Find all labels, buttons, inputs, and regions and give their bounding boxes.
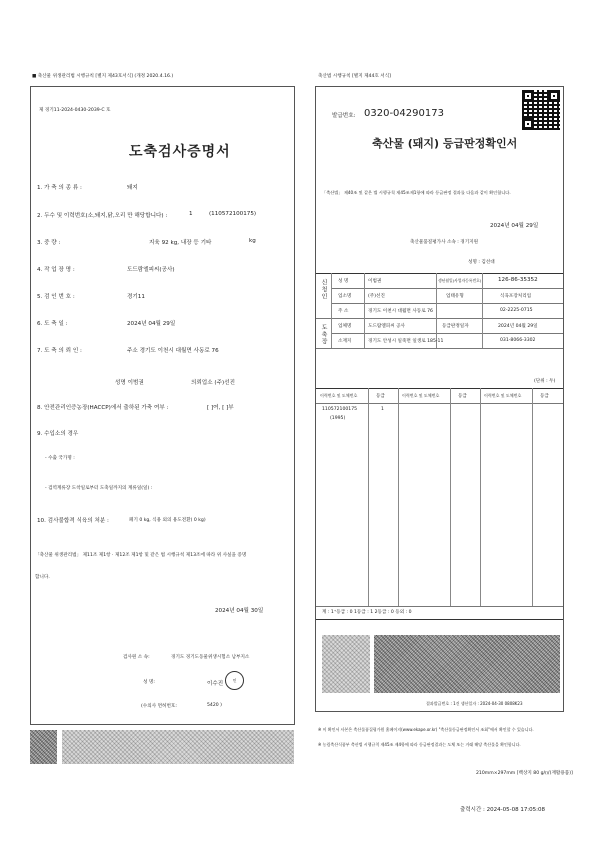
row-1-value: 이범권 [368,279,382,284]
col-header-trace-1: 이력번호 및 도체번호 [320,393,358,398]
redacted-area-left [62,730,294,764]
item-7-label: 7. 도 축 의 뢰 인 : [37,348,82,354]
row-2-value-2: 식육포장처리업 [500,294,532,299]
item-3-unit: kg [249,238,256,244]
section-slaughterhouse: 도축장 [320,324,327,345]
row-3-key: 주 소 [338,309,349,314]
row-1-value-2: 126-86-35352 [498,277,538,283]
item-9-quarantine: - 검역계류장 도착일로부터 도축일까지의 계류일(일) : [45,486,153,491]
certificate-title: 도축검사증명서 [129,144,231,160]
redacted-area-right-a [322,635,370,693]
requester-name: 성명 이범권 [115,380,144,386]
item-5-value: 경기11 [127,294,145,300]
footer-reference: 결과발급번호 : 1건 생산일자 : 2024-04-30 0808K23 [426,701,523,706]
carcass-number-cell: (1995) [330,416,346,421]
item-6-value: 2024년 04월 29일 [127,321,176,327]
grade-totals: 계 : 1⁺등급 : 0 1등급 : 1 2등급 : 0 등외 : 0 [322,610,412,615]
row-2-value: (주)선진 [368,294,385,299]
grade-date: 2024년 04월 29일 [490,223,539,229]
item-7-value: 주소 경기도 이천시 대월면 사동로 76 [127,348,219,354]
paper-size: 210mm×297mm [백상지 80 g/㎡(재활용품)] [476,771,573,776]
slaughter-inspection-certificate [30,86,295,725]
print-time: 출력시간 : 2024-05-08 17:05:08 [460,807,546,813]
certificate-number: 제 경기11-2024-0430-2039-C 호 [39,108,111,113]
col-header-trace-3: 이력번호 및 도체번호 [484,393,522,398]
row-1-key: 성 명 [338,279,349,284]
item-2-label: 2. 두수 및 이력번호(소,돼지,닭,오리 만 해당합니다) : [37,213,168,219]
item-10-value: 폐기 0 kg, 식용 외의 용도전환( 0 kg) [129,518,206,523]
item-9-label: 9. 수입소의 경우 [37,431,79,437]
grade-certificate-title: 축산물 (돼지) 등급판정확인서 [372,137,518,150]
grade-cell: 1 [381,407,384,412]
row-4-value-2: 2024년 04월 29일 [498,324,538,329]
item-2-value: 1 [189,211,193,217]
row-1-key-2: 생년월일(사업자등록번호) [438,278,482,283]
requester-company: 의뢰업소 (주)선진 [191,380,235,386]
grader-affiliation: 축산물품질평가사 소속 : 경기지원 [410,240,479,245]
row-5-value-2: 031-8066-3302 [500,338,536,343]
inspector-name-label: 성 명: [143,680,155,685]
col-header-trace-2: 이력번호 및 도체번호 [402,393,440,398]
license-number: 5420 ) [207,703,222,708]
issue-number-label: 발급번호: [332,113,356,119]
item-4-label: 4. 작 업 장 명 : [37,267,75,273]
item-8-label: 8. 안전관리인증농장(HACCP)에서 출하된 가축 여부 : [37,405,169,411]
col-header-grade-1: 등급 [376,394,385,399]
preamble: 「축산법」 제40조 및 같은 법 시행규칙 제45조제1항에 따라 등급판정 결과를 다음과 같이 확인합니다. [322,190,511,195]
item-2-trace: (110572100175) [209,211,257,217]
row-4-key-2: 등급판정일자 [442,324,469,329]
license-label: (수의사 면허번호: [141,704,177,709]
item-10-label: 10. 검사불합격 식육의 처분 : [37,518,109,524]
inspector-affiliation-label: 검사원 소 속: [123,655,150,660]
row-5-key: 소재지 [338,339,352,344]
statement-line-2: 합니다. [35,575,50,580]
item-4-value: 도드람엘피씨(공사) [127,267,175,273]
right-form-header: 축산법 시행규칙 [별지 제44호 서식] [318,74,391,79]
redacted-barcode-left [30,730,57,764]
qr-finder-icon [522,118,534,130]
item-1-label: 1. 가 축 의 종 류 : [37,185,82,191]
unit-note: (단위 : 두) [534,379,556,384]
item-3-value: 지육 92 kg, 내장 등 기타 [149,240,212,246]
row-4-value: 도드람엘피씨 공사 [368,324,405,329]
qr-finder-icon [548,90,560,102]
grader-name: 성명 : 김선대 [468,260,495,265]
inspector-name: 이수진 [207,681,224,687]
item-6-label: 6. 도 축 일 : [37,321,68,327]
item-1-value: 돼지 [127,185,138,191]
note-1: ※ 이 확인서 사본은 축산물품질평가원 홈페이지(www.ekape.or.kr) "축산물등급판정확인서 조회"에서 확인할 수 있습니다. [318,727,534,732]
qr-finder-icon [522,90,534,102]
col-header-grade-2: 등급 [458,394,467,399]
trace-number-cell: 110572100175 [322,407,358,412]
item-8-options: [ ]여, [ ]부 [207,405,234,411]
row-3-value: 경기도 이천시 대월면 사동로 76 [368,309,433,314]
item-9-country: - 수출 국가명 : [45,456,75,461]
note-2: ※ 농림축산식품부 축산법 시행규칙 제45조 제4항에 따라 등급판정결과는 도체 또는 거래 해당 축산물을 확인합니다. [318,742,521,747]
section-requester: 신청인 [320,279,327,300]
row-2-key-2: 업태유형 [446,294,464,299]
official-seal: 인 [225,671,244,690]
col-header-grade-3: 등급 [540,394,549,399]
issue-number: 0320-04290173 [364,108,444,119]
inspector-affiliation: 경기도 경기도동물위생시험소 남부지소 [171,655,250,660]
item-5-label: 5. 검 인 번 호 : [37,294,75,300]
row-2-key: 업소명 [338,294,352,299]
redacted-area-right-b [374,635,560,693]
statement-line-1: 「축산물 위생관리법」 제11조 제1항 · 제12조 제1항 및 같은 법 시행규칙 제13조에 따라 위 사실을 증명 [35,553,247,558]
left-form-header: ■ 축산물 위생관리법 시행규칙 [별지 제43호서식] (개정 2020.4.16.) [32,74,174,79]
grade-confirmation-certificate [315,86,564,712]
row-5-value: 경기도 안성시 일죽면 일생로 185-11 [368,339,444,344]
row-4-key: 업체명 [338,324,352,329]
issue-date: 2024년 04월 30일 [215,608,264,614]
item-3-label: 3. 중 량 : [37,240,61,246]
row-3-value-2: 02-2225-0715 [500,308,533,313]
